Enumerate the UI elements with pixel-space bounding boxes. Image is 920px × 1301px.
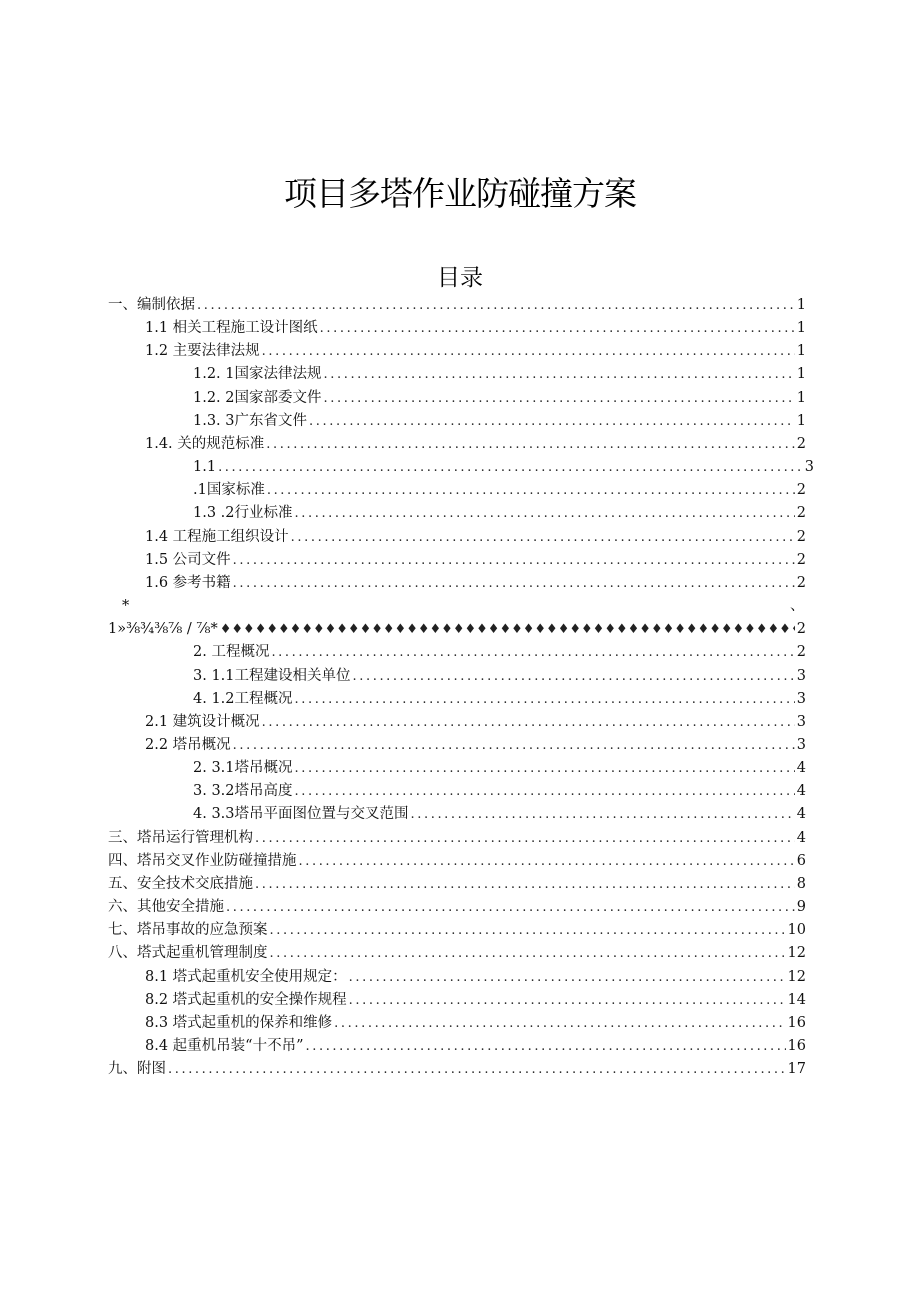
toc-row	[0, 294, 920, 317]
toc-leader-dots	[309, 410, 795, 433]
toc-entry-label: 1.4 工程施工组织设计	[145, 528, 289, 545]
toc-leader-dots	[262, 711, 795, 734]
toc-entry-label: 五、安全技术交底措施	[108, 875, 253, 892]
toc-entry-label: 七、塔吊事故的应急预案	[108, 922, 268, 939]
toc-page-number: 6	[796, 852, 806, 869]
toc-entry-label: 九、附图	[108, 1061, 166, 1078]
toc-page-number: 3	[804, 459, 814, 476]
toc-leader-dots	[168, 1058, 786, 1081]
toc-leader-dots	[295, 757, 795, 780]
toc-page-number: 2	[796, 621, 806, 638]
toc-entry[interactable]	[145, 1012, 806, 1035]
toc-entry[interactable]	[145, 989, 806, 1012]
toc-entry-label: .1国家标准	[193, 482, 265, 499]
toc-entry-label: 8.4 起重机吊装“十不吊”	[145, 1038, 304, 1054]
toc-page-number: 8	[796, 875, 806, 892]
stray-asterisk: *	[122, 598, 130, 615]
toc-page-number: 3	[796, 690, 806, 707]
toc-leader-dots	[270, 942, 786, 965]
toc-page-number: 2	[796, 574, 806, 591]
toc-leader-dots	[271, 641, 794, 664]
toc-entry-label: 1.1	[193, 459, 217, 476]
toc-leader-dots	[266, 433, 794, 456]
toc-page-number: 12	[787, 968, 806, 985]
toc-page-number: 4	[796, 783, 806, 800]
toc-entry[interactable]	[145, 1035, 806, 1058]
toc-page-number: 3	[796, 713, 806, 730]
toc-entry-label: 1.3. 3广东省文件	[193, 412, 308, 429]
toc-page-number: 1	[796, 366, 806, 383]
toc-leader-dots	[255, 827, 795, 850]
toc-entry[interactable]	[145, 734, 806, 757]
toc-heading: 目录	[437, 265, 483, 291]
toc-row	[0, 340, 920, 363]
toc-row	[0, 780, 920, 803]
toc-entry-label: 3. 1.1工程建设相关单位	[193, 667, 351, 684]
toc-entry-label: 1.2 主要法律法规	[145, 343, 260, 360]
toc-row	[0, 1035, 920, 1058]
toc-page-number: 9	[796, 899, 806, 916]
toc-leader-dots	[324, 363, 795, 386]
toc-leader-dots	[255, 873, 795, 896]
toc-page-number: 3	[796, 667, 806, 684]
toc-entry[interactable]	[108, 1058, 806, 1081]
toc-entry[interactable]	[193, 456, 814, 479]
toc-row	[0, 433, 920, 456]
toc-leader-dots	[411, 803, 795, 826]
toc-leader-dots	[295, 780, 795, 803]
toc-entry[interactable]	[193, 410, 806, 433]
toc-leader-dots	[306, 1035, 786, 1058]
toc-entry[interactable]	[108, 294, 806, 317]
toc-leader-dots	[233, 734, 795, 757]
stray-comma: 、	[790, 598, 805, 615]
toc-row	[0, 317, 920, 340]
toc-entry[interactable]	[193, 757, 806, 780]
toc-row	[0, 896, 920, 919]
toc-leader-dots	[270, 919, 786, 942]
toc-entry[interactable]	[145, 526, 806, 549]
toc-page-number: 4	[796, 760, 806, 777]
toc-leader-dots	[262, 340, 795, 363]
toc-entry-label: 8.1 塔式起重机安全使用规定：	[145, 968, 347, 985]
toc-row	[0, 919, 920, 942]
toc-leader-dots	[218, 456, 803, 479]
toc-leader-dots	[267, 479, 795, 502]
toc-page-number: 2	[796, 435, 806, 452]
toc-leader-dots	[334, 1012, 785, 1035]
toc-entry[interactable]	[193, 780, 806, 803]
toc-leader-dots	[220, 618, 795, 641]
toc-entry[interactable]	[108, 942, 806, 965]
toc-entry[interactable]	[108, 827, 806, 850]
table-of-contents	[0, 294, 920, 1081]
toc-entry-label: 三、塔吊运行管理机构	[108, 829, 253, 846]
toc-row	[0, 942, 920, 965]
toc-page-number: 17	[787, 1061, 806, 1078]
toc-page-number: 2	[796, 528, 806, 545]
toc-page-number: 1	[796, 297, 806, 313]
toc-row	[0, 456, 920, 479]
toc-entry[interactable]	[145, 711, 806, 734]
toc-row	[0, 387, 920, 410]
toc-page-number: 1	[796, 343, 806, 360]
toc-page-number: 10	[787, 922, 806, 939]
toc-page-number: 12	[787, 945, 806, 962]
toc-entry[interactable]	[145, 433, 806, 456]
toc-row	[0, 410, 920, 433]
toc-leader-dots	[233, 549, 795, 572]
toc-entry[interactable]	[145, 317, 806, 340]
toc-leader-dots	[226, 896, 795, 919]
toc-page-number: 2	[796, 644, 806, 661]
stray-marks-row	[0, 595, 920, 618]
toc-entry-label: 3. 3.2塔吊高度	[193, 783, 293, 800]
toc-row	[0, 966, 920, 989]
toc-leader-dots	[295, 688, 795, 711]
toc-leader-dots	[349, 989, 786, 1012]
toc-row	[0, 479, 920, 502]
toc-entry-label: 1.2. 1国家法律法规	[193, 366, 322, 383]
toc-entry[interactable]	[145, 549, 806, 572]
toc-row	[0, 1058, 920, 1081]
toc-page-number: 1	[796, 320, 806, 337]
toc-entry-label: 一、编制依据	[108, 297, 195, 313]
toc-entry[interactable]	[145, 340, 806, 363]
toc-row	[0, 572, 920, 595]
toc-row	[0, 734, 920, 757]
toc-entry-label: 8.2 塔式起重机的安全操作规程	[145, 991, 347, 1008]
toc-page-number: 3	[796, 736, 806, 753]
toc-page-number: 14	[787, 991, 806, 1008]
toc-entry[interactable]	[193, 479, 806, 502]
toc-entry-label: 八、塔式起重机管理制度	[108, 945, 268, 962]
toc-row	[0, 757, 920, 780]
toc-entry-label: 1»⅜¾⅜⅞ / ⅞*	[108, 621, 218, 638]
toc-entry[interactable]	[108, 873, 806, 896]
toc-leader-dots	[320, 317, 795, 340]
toc-row	[0, 549, 920, 572]
toc-entry[interactable]	[108, 896, 806, 919]
toc-page-number: 16	[787, 1014, 806, 1031]
toc-row	[0, 502, 920, 525]
toc-row	[0, 711, 920, 734]
toc-entry[interactable]	[193, 688, 806, 711]
toc-entry-label: 4. 1.2工程概况	[193, 690, 293, 707]
toc-entry-label: 2. 工程概况	[193, 644, 270, 661]
toc-page-number: 2	[796, 482, 806, 499]
toc-entry-label: 1.2. 2国家部委文件	[193, 389, 322, 406]
toc-row	[0, 850, 920, 873]
toc-entry-label: 2.1 建筑设计概况	[145, 713, 260, 730]
toc-entry[interactable]	[193, 803, 806, 826]
toc-entry-label: 8.3 塔式起重机的保养和维修	[145, 1014, 333, 1031]
toc-leader-dots	[349, 966, 786, 989]
toc-row	[0, 688, 920, 711]
toc-entry-label: 四、塔吊交叉作业防碰撞措施	[108, 852, 297, 869]
toc-entry-label: 4. 3.3塔吊平面图位置与交叉范围	[193, 806, 409, 823]
document-title: 项目多塔作业防碰撞方案	[284, 174, 636, 213]
toc-entry-label: 1.5 公司文件	[145, 551, 231, 568]
toc-row	[0, 873, 920, 896]
toc-entry[interactable]	[193, 641, 806, 664]
toc-entry[interactable]	[108, 618, 806, 641]
toc-row	[0, 803, 920, 826]
toc-entry[interactable]	[193, 387, 806, 410]
toc-page-number: 2	[796, 551, 806, 568]
toc-leader-dots	[353, 665, 795, 688]
toc-leader-dots	[324, 387, 795, 410]
toc-leader-dots	[197, 294, 795, 317]
toc-entry[interactable]	[108, 850, 806, 873]
toc-row	[0, 665, 920, 688]
toc-leader-dots	[233, 572, 795, 595]
toc-entry[interactable]	[145, 966, 806, 989]
toc-page-number: 4	[796, 806, 806, 823]
toc-entry-label: 2.2 塔吊概况	[145, 736, 231, 753]
toc-entry-label: 1.4. 关的规范标准	[145, 435, 265, 452]
toc-entry[interactable]	[145, 572, 806, 595]
toc-entry[interactable]	[108, 919, 806, 942]
toc-page-number: 16	[787, 1038, 806, 1054]
toc-page-number: 1	[796, 389, 806, 406]
toc-entry-label: 1.1 相关工程施工设计图纸	[145, 320, 318, 337]
toc-entry[interactable]	[193, 363, 806, 386]
toc-entry[interactable]	[193, 665, 806, 688]
toc-entry[interactable]	[193, 502, 806, 525]
toc-row	[0, 526, 920, 549]
toc-row	[0, 618, 920, 641]
toc-leader-dots	[291, 526, 795, 549]
toc-page-number: 2	[796, 505, 806, 522]
toc-row	[0, 827, 920, 850]
toc-row	[0, 363, 920, 386]
toc-row	[0, 989, 920, 1012]
toc-entry-label: 2. 3.1塔吊概况	[193, 760, 293, 777]
toc-page-number: 1	[796, 412, 806, 429]
toc-leader-dots	[295, 502, 795, 525]
toc-row	[0, 641, 920, 664]
toc-page-number: 4	[796, 829, 806, 846]
toc-entry-label: 1.3 .2行业标准	[193, 505, 293, 522]
toc-entry-label: 1.6 参考书籍	[145, 574, 231, 591]
toc-entry-label: 六、其他安全措施	[108, 899, 224, 916]
toc-leader-dots	[299, 850, 795, 873]
toc-row	[0, 1012, 920, 1035]
